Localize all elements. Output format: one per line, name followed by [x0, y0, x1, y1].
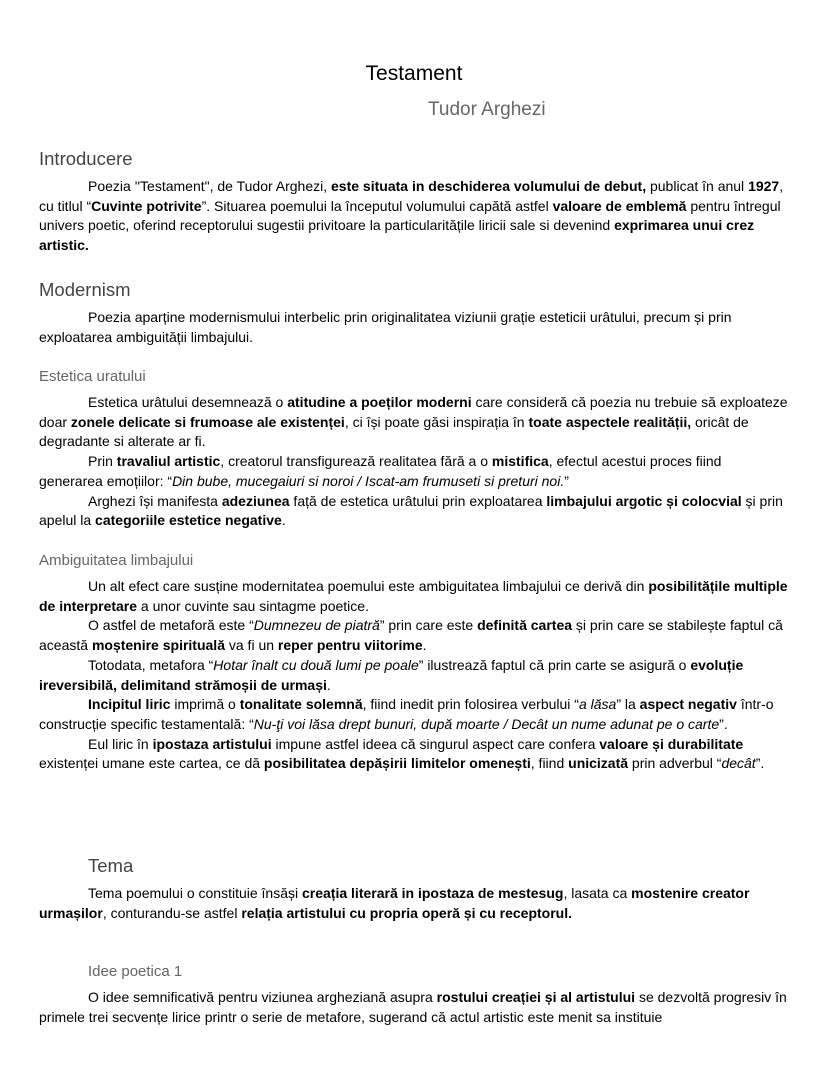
bold-text: unicizată	[568, 755, 629, 772]
paragraph	[39, 616, 789, 655]
document-author: Tudor Arghezi	[428, 99, 546, 120]
bold-text: limbajului argotic și colocvial	[546, 492, 742, 509]
quote-text: decât	[721, 755, 756, 772]
bold-text: toate aspectele realității,	[528, 413, 692, 430]
bold-text: mostenire creator urmașilor	[39, 885, 750, 921]
text-run: ” prin care este	[379, 617, 478, 634]
text-run: , cu titlul “	[39, 178, 784, 214]
text-run: Totodata, metafora “	[88, 656, 214, 673]
section-introducere	[39, 148, 789, 256]
bold-text: evoluție ireversibilă, delimitand strămoșii de urmași	[39, 656, 744, 693]
bold-text: aspect negativ	[639, 696, 737, 713]
text-run: Un alt efect care susține modernitatea poemului este ambiguitatea limbajului ce derivă din	[88, 578, 649, 594]
bold-text: moștenire spirituală	[91, 637, 225, 654]
text-run: și prin apelul la	[39, 492, 783, 529]
bold-text: Incipitul liric	[88, 696, 171, 713]
bold-text: creația literară in ipostaza de mestesug	[302, 885, 564, 901]
text-run: imprimă o	[170, 696, 240, 713]
text-run: ” ilustrează faptul că prin carte se asigură o	[418, 656, 691, 673]
document-title: Testament	[365, 62, 463, 85]
bold-text: zonele delicate si frumoase ale existenței	[70, 413, 345, 430]
text-run: prin adverbul “	[628, 755, 722, 772]
text-run: .	[326, 676, 331, 693]
text-run: impune astfel ideea că singurul aspect care confera	[271, 735, 600, 752]
paragraph	[39, 452, 789, 491]
text-run: față de estetica urâtului prin exploatarea	[289, 492, 547, 509]
bold-text: ipostaza artistului	[152, 735, 272, 752]
section-estetica-uratului	[39, 367, 789, 531]
text-run: Poezia aparține modernismului interbelic prin originalitatea viziunii grație esteticii urâtului, precum și prin exploatarea ambiguității limbajului.	[39, 309, 732, 345]
section-tema	[39, 855, 789, 923]
text-run: , efectul acestui proces fiind generarea emoțiilor: “	[39, 453, 722, 489]
quote-text: Nu-ţi voi lăsa drept bunuri, după moarte / Decât un nume adunat pe o carte	[253, 715, 720, 732]
text-run: care consideră că poezia nu trebuie să exploateze doar	[39, 394, 788, 430]
text-run: oricât de degradante si alterate ar fi.	[39, 413, 749, 450]
quote-text: Din bube, mucegaiuri si noroi / Iscat-am frumuseti si preturi noi.	[172, 472, 565, 489]
text-run: .	[422, 637, 427, 654]
text-run: Arghezi își manifesta	[88, 492, 222, 509]
bold-text: 1927	[748, 178, 780, 194]
section-heading: Modernism	[39, 279, 131, 300]
bold-text: rostului creației și al artistului	[436, 989, 636, 1005]
bold-text: reper pentru viitorime	[277, 637, 423, 654]
quote-text: Hotar înalt cu două lumi pe poale	[213, 656, 419, 673]
text-run: a unor cuvinte sau sintagme poetice.	[137, 597, 369, 614]
section-heading: Introducere	[39, 148, 133, 169]
quote-text: Dumnezeu de piatră	[253, 617, 380, 634]
paragraph	[39, 695, 789, 734]
text-run: , conturandu-se astfel	[102, 904, 242, 921]
bold-text: travaliul artistic	[116, 453, 221, 470]
text-run: ” la	[616, 696, 640, 713]
text-run: , fiind	[530, 755, 569, 772]
bold-text: tonalitate solemnă	[239, 696, 363, 713]
text-run: pentru întregul univers poetic, oferind receptorului sugestii privitoare la particularitățile liricii sale si devenind	[39, 197, 781, 234]
paragraph	[39, 735, 789, 774]
section-heading: Ambiguitatea limbajului	[39, 552, 194, 569]
text-run: , lasata ca	[563, 885, 632, 901]
bold-text: categoriile estetice negative	[95, 512, 282, 529]
text-run: , ci își poate găsi inspirația în	[344, 413, 529, 430]
section-heading: Idee poetica 1	[88, 963, 183, 980]
text-run: și prin care se stabilește faptul că această	[39, 617, 783, 654]
bold-text: atitudine a poeților moderni	[287, 394, 472, 410]
section-heading: Tema	[88, 855, 134, 876]
paragraph	[39, 656, 789, 695]
text-run: Poezia ''Testament", de Tudor Arghezi,	[88, 178, 332, 194]
bold-text: definită cartea	[477, 617, 573, 634]
bold-text: valoare de emblemă	[552, 197, 687, 214]
paragraph	[39, 577, 789, 616]
bold-text: este situata in deschiderea volumului de debut,	[331, 178, 647, 194]
paragraph	[39, 177, 789, 256]
bold-text: valoare și durabilitate	[599, 735, 744, 752]
bold-text: posibilitățile multiple de interpretare	[39, 578, 788, 614]
text-run: ”. Situarea poemului la începutul volumului capătă astfel	[201, 197, 553, 214]
section-ambiguitatea-limbajului	[39, 551, 789, 774]
text-run: se dezvoltă progresiv în primele trei secvențe lirice printr o serie de metafore, sugerand că actul artistic este menit sa instituie	[39, 989, 787, 1025]
bold-text: posibilitatea depășirii limitelor omenești	[263, 755, 531, 772]
text-run: Estetica urâtului desemnează o	[88, 394, 288, 410]
text-run: O idee semnificativă pentru viziunea argheziană asupra	[88, 989, 437, 1005]
bold-text: mistifica	[491, 453, 549, 470]
section-heading: Estetica uratului	[39, 368, 146, 385]
text-run: O astfel de metaforă este “	[88, 617, 254, 634]
text-run: va fi un	[224, 637, 278, 654]
paragraph	[39, 308, 789, 347]
text-run: într-o construcție specific testamentală: “	[39, 696, 774, 732]
bold-text: adeziunea	[221, 492, 290, 509]
text-run: ”.	[719, 715, 728, 732]
text-run: ”	[564, 472, 569, 489]
quote-text: a lăsa	[578, 696, 617, 713]
text-run: , fiind inedit prin folosirea verbului “	[362, 696, 579, 713]
paragraph	[39, 988, 789, 1027]
paragraph	[39, 492, 789, 531]
bold-text: relația artistului cu propria operă și cu receptorul.	[241, 904, 572, 921]
text-run: existenței umane este cartea, ce dă	[39, 755, 264, 772]
bold-text: exprimarea unui crez artistic.	[39, 217, 755, 254]
text-run: ”.	[755, 755, 765, 772]
text-run: .	[281, 512, 286, 529]
text-run: , creatorul transfigurează realitatea fără a o	[220, 453, 492, 470]
bold-text: Cuvinte potrivite	[91, 197, 202, 214]
section-modernism	[39, 279, 789, 347]
text-run: publicat în anul	[646, 178, 749, 194]
text-run: Prin	[88, 453, 117, 470]
paragraph	[39, 884, 789, 923]
section-idee-poetica-1	[39, 962, 789, 1027]
text-run: Tema poemului o constituie însăși	[88, 885, 302, 901]
paragraph	[39, 393, 789, 452]
text-run: Eul liric în	[88, 735, 153, 752]
